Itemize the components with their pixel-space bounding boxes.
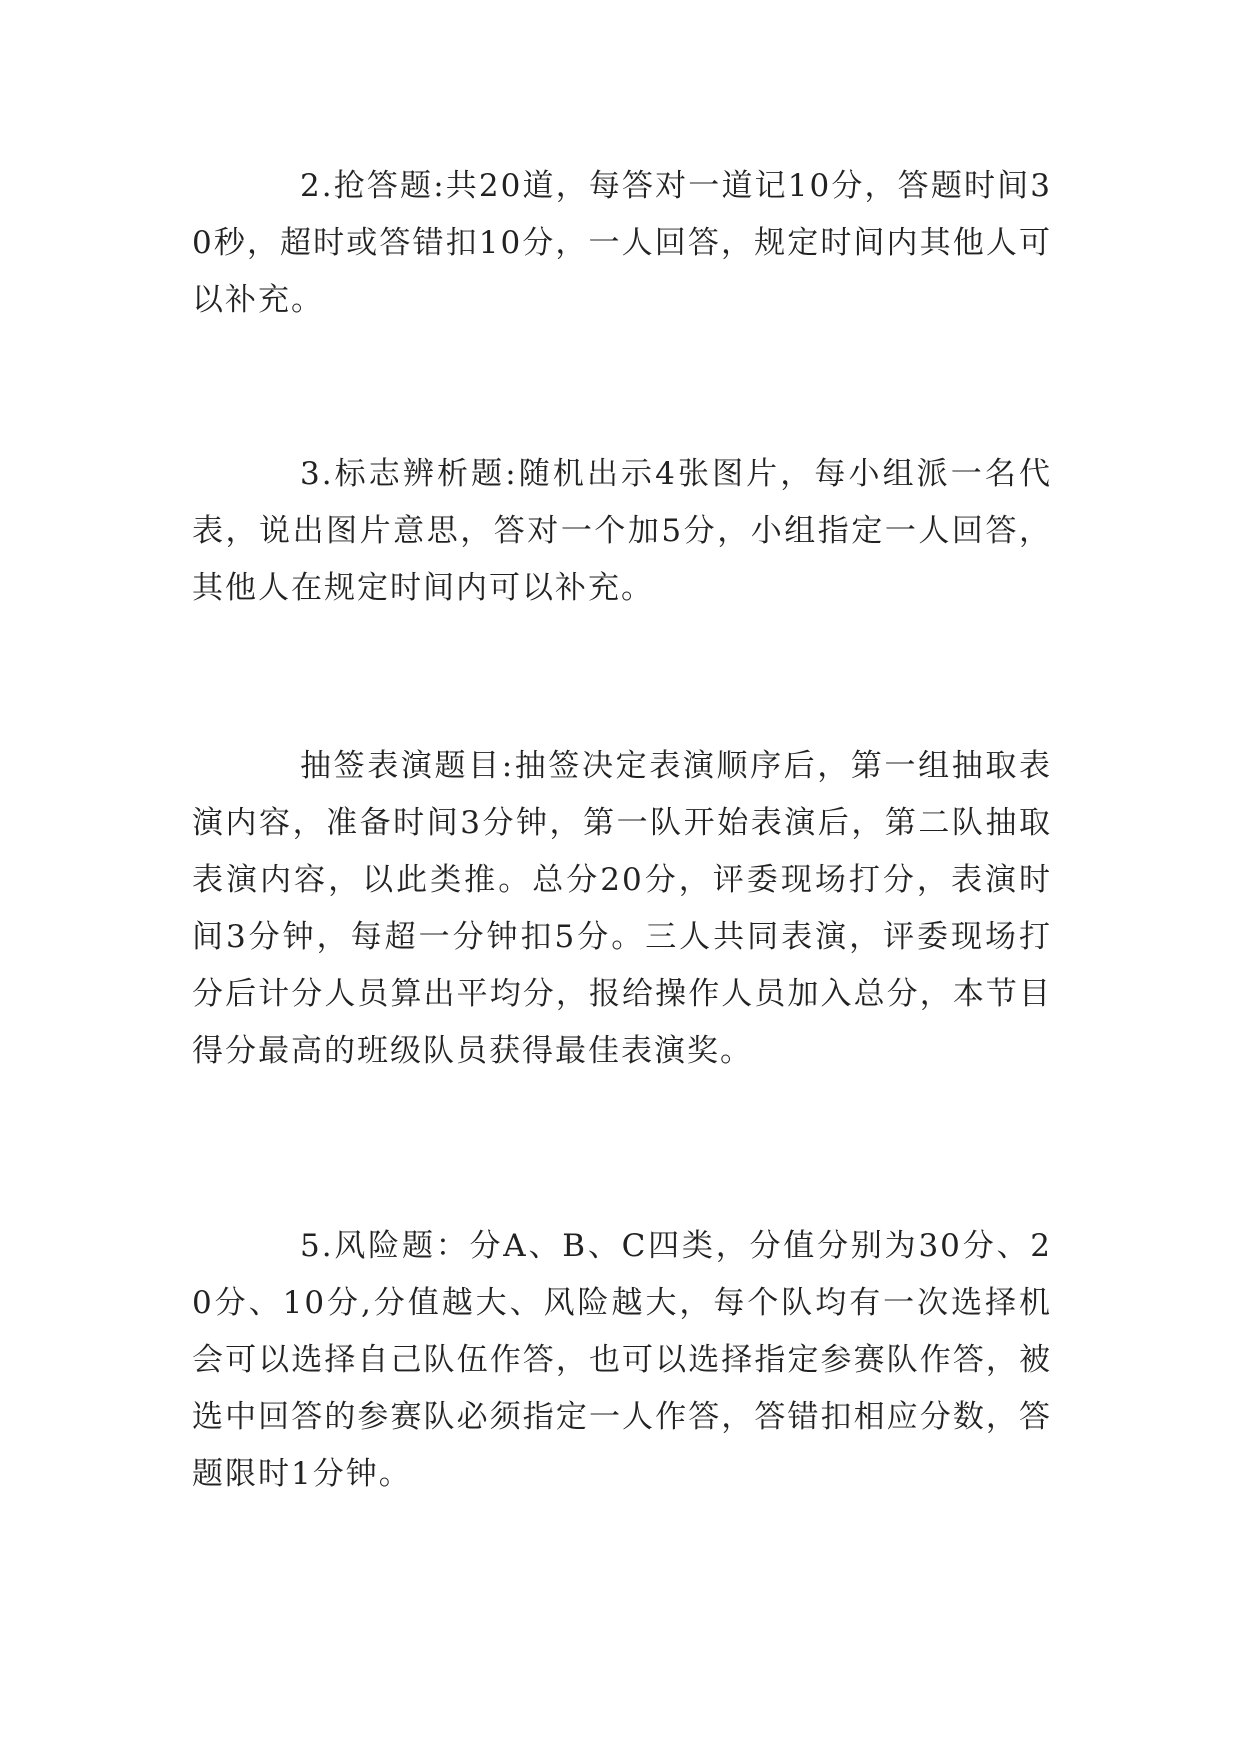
paragraph-sign-identification-rules: 3.标志辨析题:随机出示4张图片，每小组派一名代表，说出图片意思，答对一个加5分，小组指定一人回答，其他人在规定时间内可以补充。 bbox=[192, 456, 1052, 606]
paragraph-quick-answer-rules: 2.抢答题:共20道，每答对一道记10分，答题时间30秒，超时或答错扣10分，一人回答，规定时间内其他人可以补充。 bbox=[192, 168, 1052, 318]
paragraph-performance-rules: 抽签表演题目:抽签决定表演顺序后，第一组抽取表演内容，准备时间3分钟，第一队开始表演后，第二队抽取表演内容，以此类推。总分20分，评委现场打分，表演时间3分钟，每超一分钟扣5分。三人共同表演，评委现场打分后计分人员算出平均分，报给操作人员加入总分，本节目得分最高的班级队员获得最佳表演奖。 bbox=[192, 748, 1052, 1069]
paragraph-risk-question-rules: 5.风险题：分A、B、C四类，分值分别为30分、20分、10分,分值越大、风险越大，每个队均有一次选择机会可以选择自己队伍作答，也可以选择指定参赛队作答，被选中回答的参赛队必须指定一人作答，答错扣相应分数，答题限时1分钟。 bbox=[192, 1228, 1052, 1492]
